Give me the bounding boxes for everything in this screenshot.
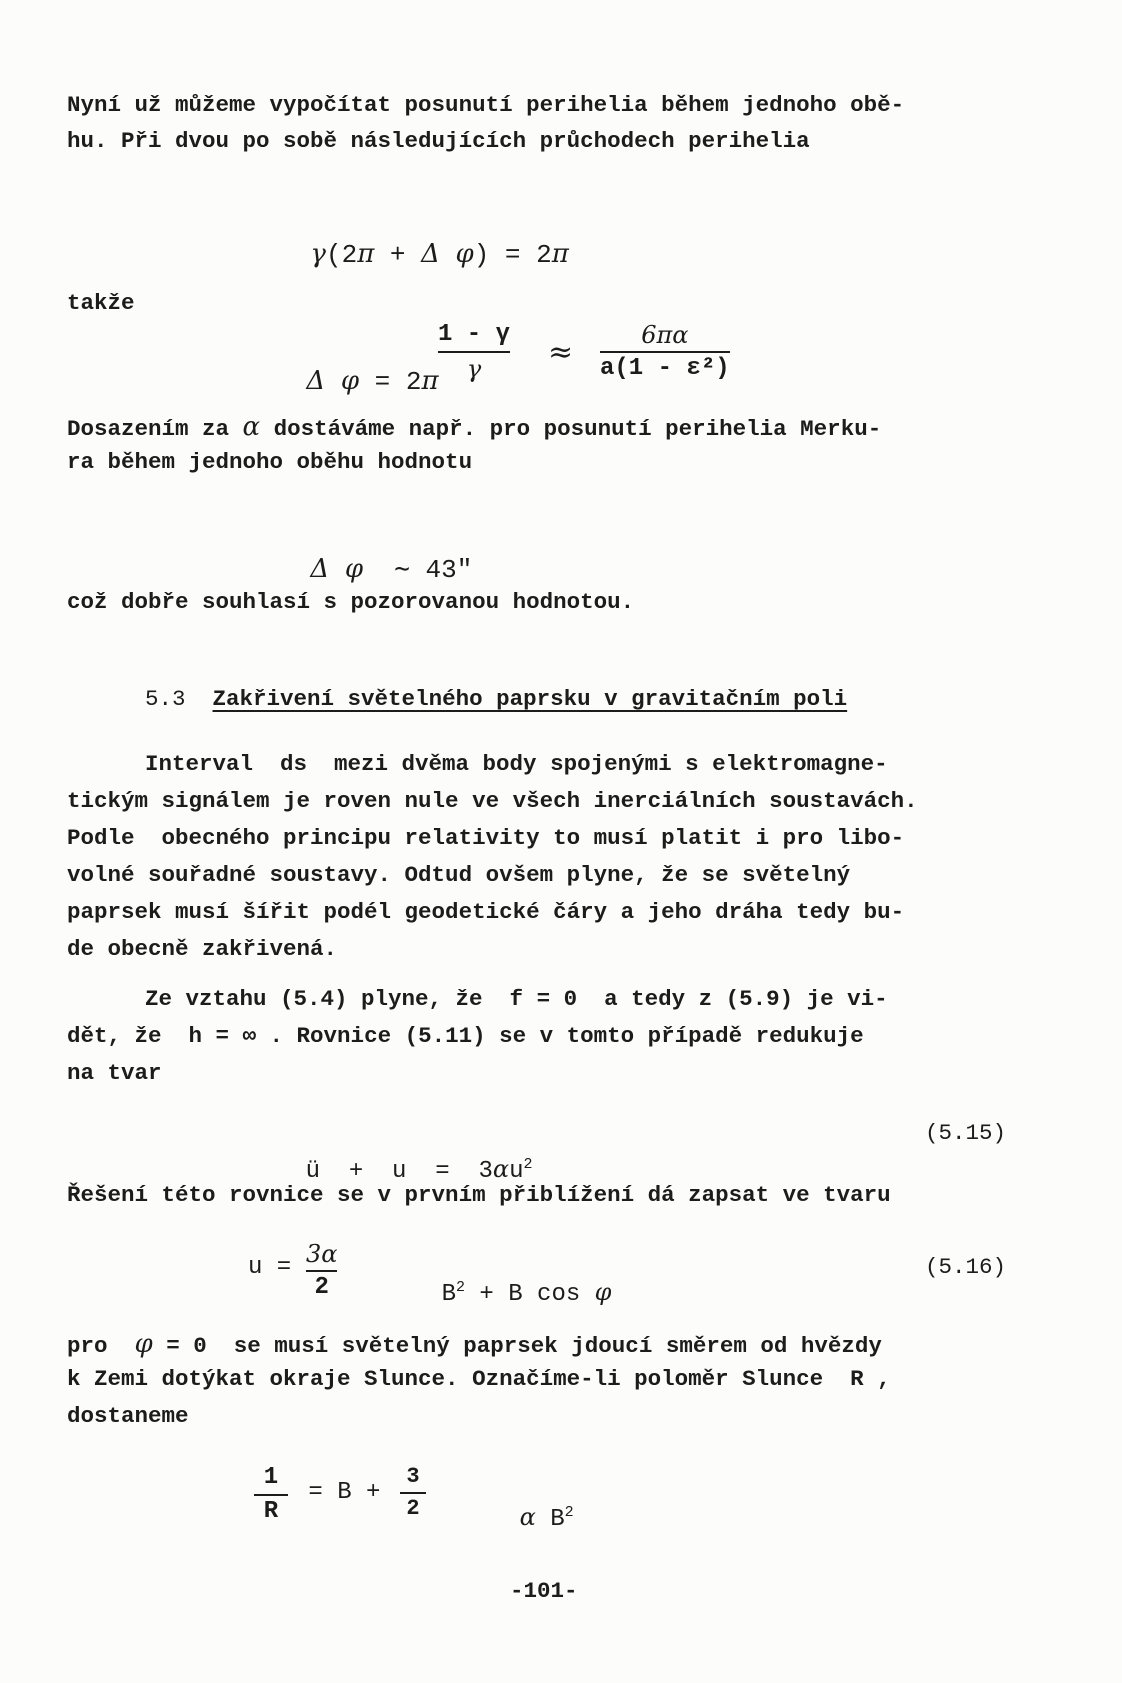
paragraph-line: Řešení této rovnice se v prvním přiblížení dá zapsat ve tvaru — [67, 1182, 891, 1208]
fraction-bar — [254, 1494, 288, 1496]
text-span: dět, že h = — [67, 1023, 243, 1049]
fraction-numerator: 3α — [306, 1240, 338, 1268]
math-text: ) = 2 — [473, 240, 552, 270]
paragraph-line: de obecně zakřivená. — [67, 936, 338, 962]
alpha-symbol: α — [519, 1503, 536, 1531]
result-value: 43" — [425, 555, 473, 585]
paragraph-line: volné souřadné soustavy. Odtud ovšem plyne, že se světelný — [67, 862, 851, 888]
math-text: B — [535, 1506, 565, 1533]
equation-shift-lhs — [244, 342, 439, 421]
text-span: pro — [67, 1333, 135, 1359]
fraction-numerator: 3 — [406, 1464, 420, 1489]
math-text: + — [374, 240, 422, 270]
paragraph-line: takže — [67, 290, 135, 316]
paragraph-line: což dobře souhlasí s pozorovanou hodnotou. — [67, 589, 635, 615]
paragraph-line: Nyní už můžeme vypočítat posunutí perihelia během jednoho obě- — [67, 92, 905, 118]
gamma-symbol: γ — [310, 239, 326, 269]
infinity-symbol: ∞ — [242, 1023, 257, 1049]
equation-5-16-rhs — [384, 1256, 611, 1331]
paragraph-line: paprsek musí šířit podél geodetické čáry a jeho dráha tedy bu- — [67, 899, 905, 925]
fraction-denominator: R — [263, 1498, 279, 1526]
phi-symbol: φ — [455, 239, 474, 269]
math-text: = 2 — [359, 367, 422, 397]
equation-period — [248, 215, 569, 294]
sim-symbol: ∼ — [394, 555, 410, 585]
fraction-numerator: 1 — [263, 1464, 279, 1491]
math-text: (2 — [325, 240, 358, 270]
paragraph-line — [67, 1025, 864, 1048]
section-heading — [145, 688, 847, 711]
text-span: = 0 se musí světelný paprsek jdoucí směrem od hvězdy — [152, 1333, 882, 1359]
paragraph-line: tickým signálem je roven nule ve všech inerciálních soustavách. — [67, 788, 918, 814]
u-double-dot: ü — [305, 1158, 321, 1185]
fraction — [254, 1465, 288, 1526]
fraction-denominator: 2 — [314, 1274, 329, 1302]
equation-final-tail — [462, 1481, 574, 1556]
fraction-bar — [306, 1270, 337, 1272]
phi-symbol: φ — [134, 1329, 153, 1359]
phi-symbol: φ — [340, 366, 360, 396]
fraction-bar — [400, 1492, 426, 1494]
exponent: 2 — [564, 1504, 574, 1521]
text-span: . Rovnice (5.11) se v tomto případě redukuje — [256, 1023, 864, 1049]
paragraph-line — [67, 414, 881, 441]
math-text: + B cos — [465, 1281, 595, 1308]
fraction — [438, 322, 510, 383]
equation-final-mid: = B + — [294, 1479, 395, 1506]
fraction-denominator: 2 — [406, 1496, 420, 1522]
pi-symbol: π — [551, 239, 569, 269]
paragraph-line: Ze vztahu (5.4) plyne, že f = 0 a tedy z (5.9) je vi- — [145, 986, 888, 1012]
text-span: Dosazením za — [67, 416, 243, 442]
approx-symbol: ≈ — [548, 335, 574, 370]
page-number: -101- — [510, 1578, 578, 1604]
fraction-numerator: 1 - γ — [438, 321, 511, 348]
paragraph-line: Interval ds mezi dvěma body spojenými s elektromagne- — [145, 751, 888, 777]
section-number: 5.3 — [145, 686, 186, 712]
equation-number: (5.15) — [924, 1120, 1006, 1146]
exponent: 2 — [523, 1156, 533, 1173]
delta-symbol: Δ — [310, 554, 330, 584]
fraction-numerator: 6πα — [641, 321, 689, 349]
delta-symbol: Δ — [421, 239, 440, 269]
alpha-symbol: α — [242, 412, 261, 442]
fraction-denominator: γ — [466, 355, 482, 384]
equation-5-16-lhs: u = — [248, 1254, 306, 1281]
section-title: Zakřivení světelného paprsku v gravitačním poli — [212, 686, 848, 712]
delta-symbol: Δ — [306, 366, 326, 396]
fraction — [600, 322, 730, 383]
pi-symbol: π — [357, 239, 375, 269]
paragraph-line: k Zemi dotýkat okraje Slunce. Označíme-li poloměr Slunce R , — [67, 1366, 891, 1392]
exponent: 2 — [456, 1279, 466, 1296]
text-span: dostáváme např. pro posunutí perihelia Merku- — [260, 416, 882, 442]
pi-symbol: π — [421, 366, 439, 396]
paragraph-line: na tvar — [67, 1060, 162, 1086]
fraction-denominator: a(1 - ε²) — [600, 355, 730, 383]
paragraph-line: hu. Při dvou po sobě následujících průchodech perihelia — [67, 128, 810, 154]
paragraph-line: Podle obecného principu relativity to musí platit i pro libo- — [67, 825, 905, 851]
paragraph-line: ra během jednoho oběhu hodnotu — [67, 449, 473, 475]
phi-symbol: φ — [344, 554, 364, 584]
math-text: B — [441, 1281, 457, 1308]
phi-symbol: φ — [594, 1278, 612, 1306]
fraction — [306, 1241, 337, 1302]
alpha-symbol: α — [492, 1155, 510, 1183]
math-text: + u = 3 — [320, 1158, 493, 1185]
fraction-bar — [438, 351, 510, 353]
equation-number: (5.16) — [924, 1254, 1006, 1280]
math-text: u — [509, 1158, 524, 1185]
paragraph-line: dostaneme — [67, 1403, 189, 1429]
paragraph-line — [67, 1331, 882, 1358]
fraction — [400, 1465, 426, 1521]
fraction-bar — [600, 351, 730, 353]
